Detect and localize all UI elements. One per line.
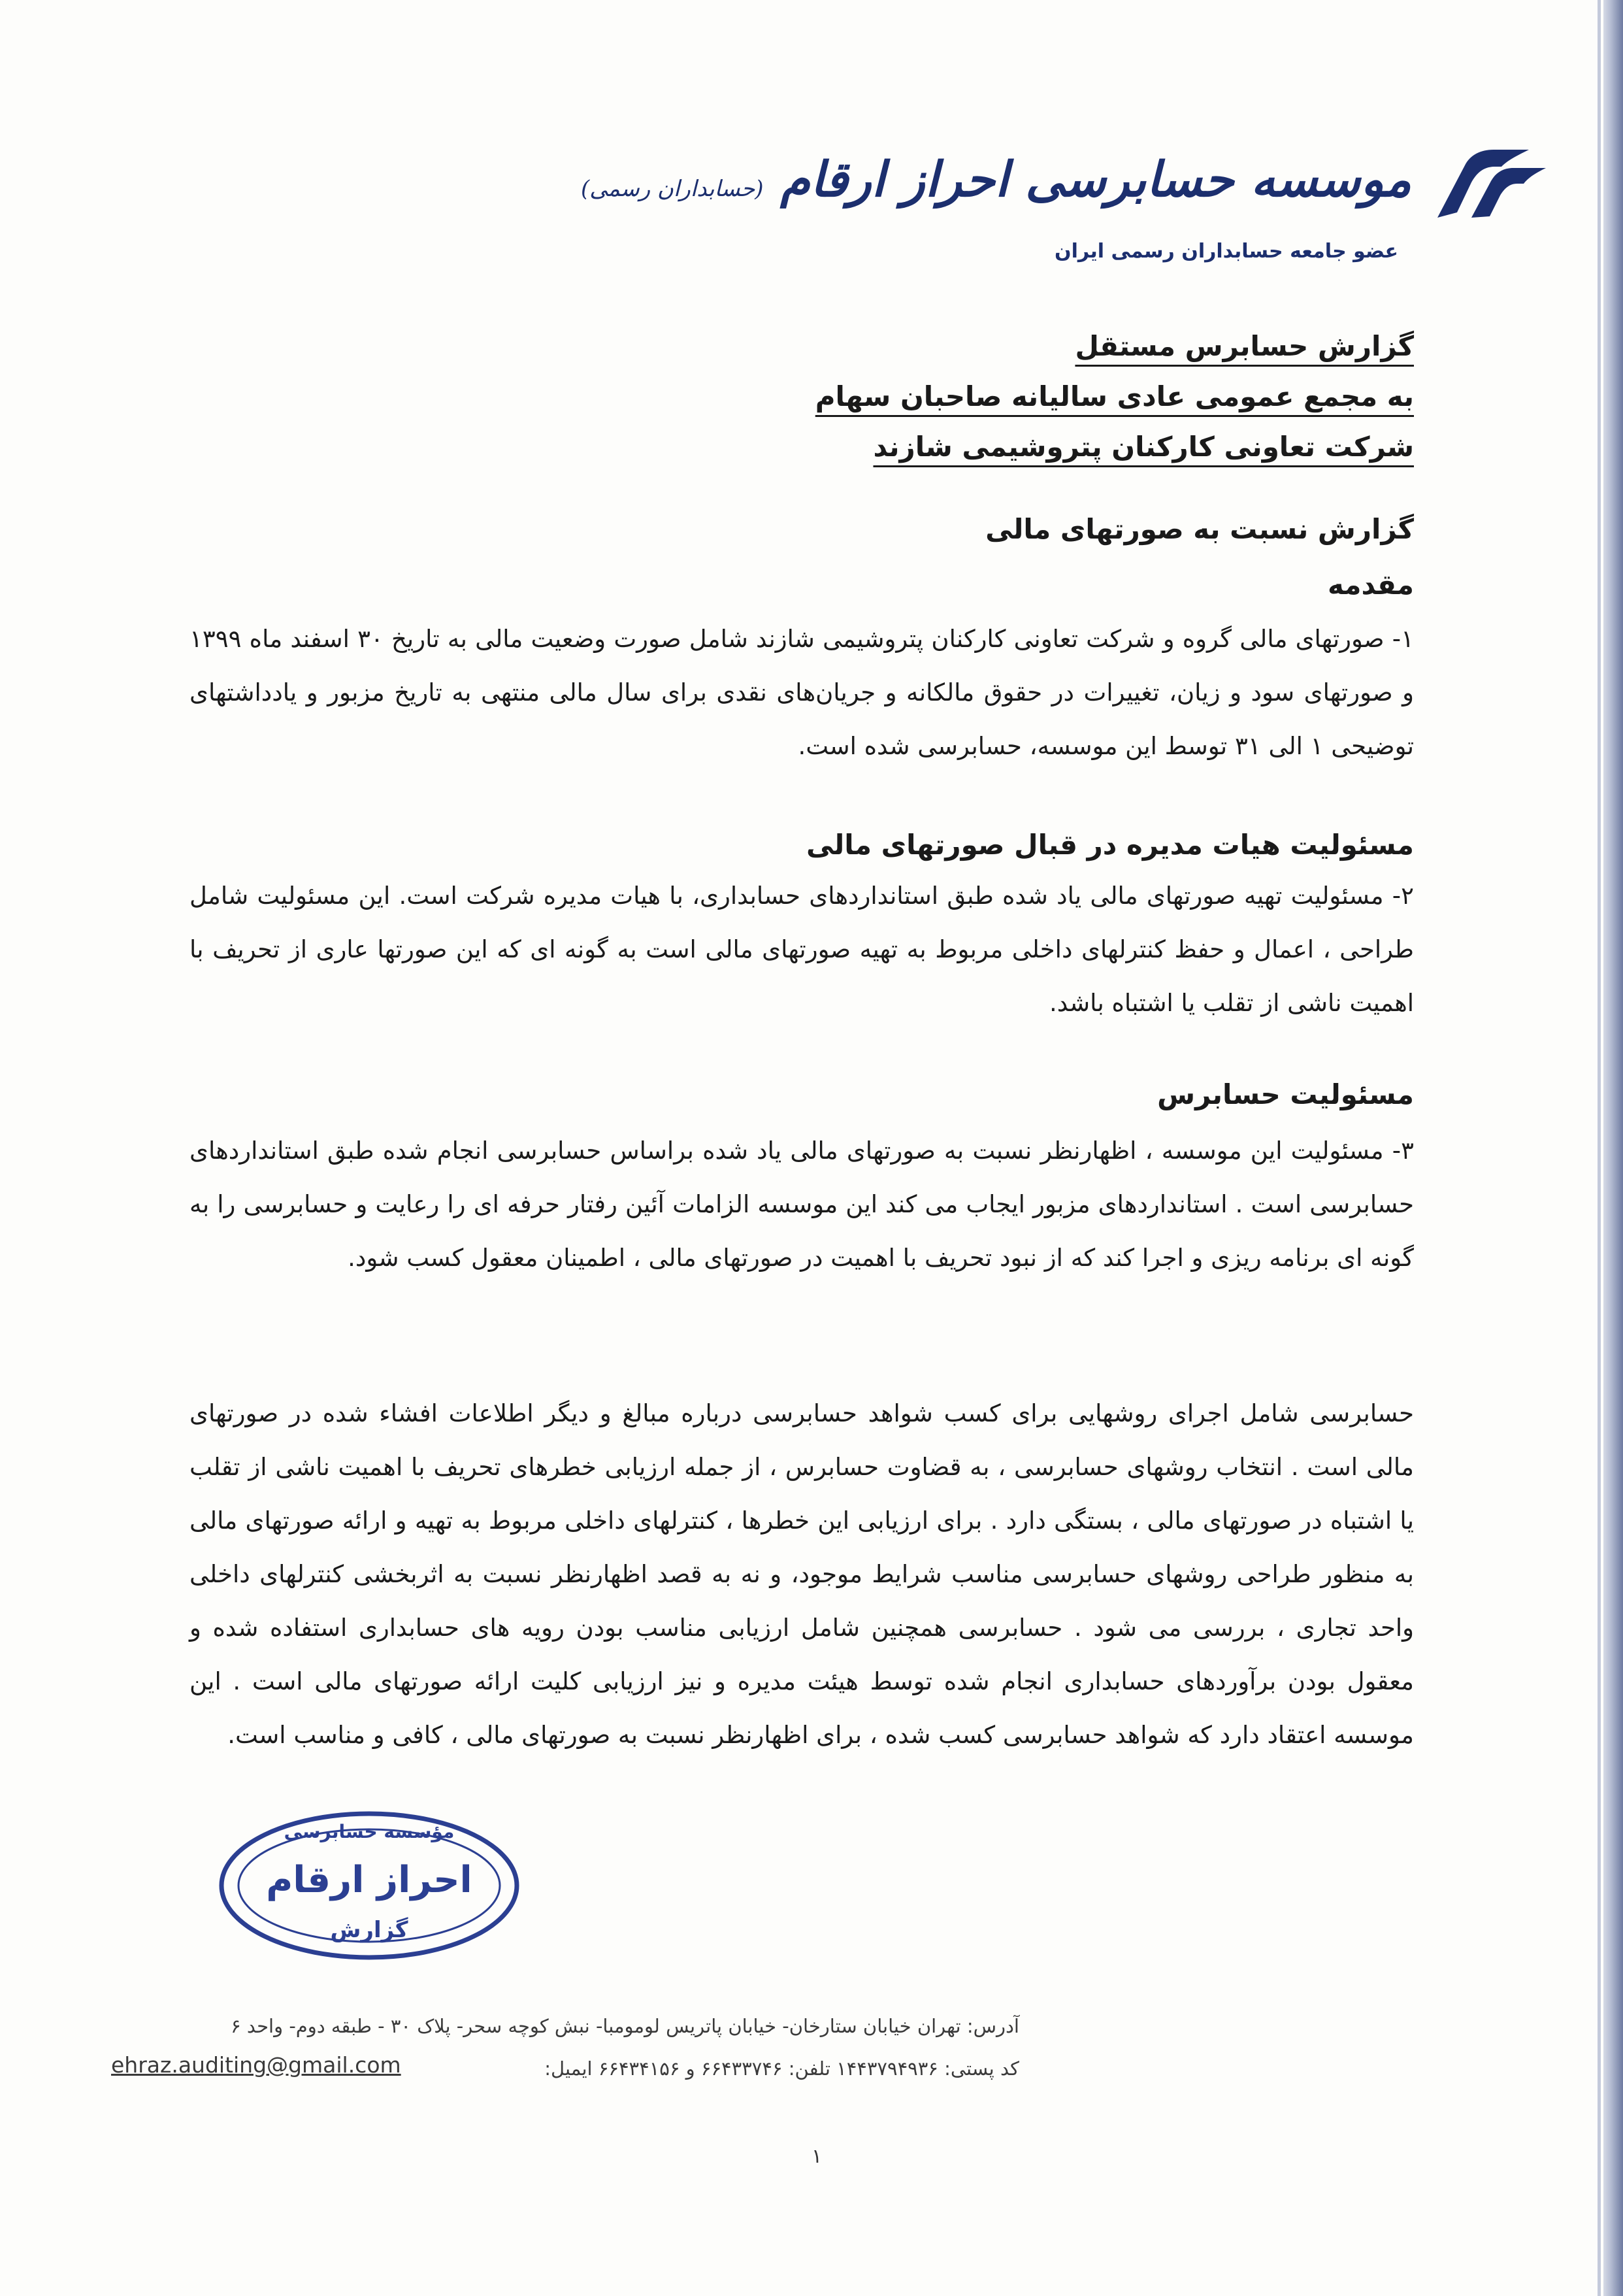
firm-name bbox=[580, 137, 1411, 222]
footer-email-link[interactable]: ehraz.auditing@gmail.com bbox=[111, 2052, 401, 2078]
stamp-top-text: مؤسسه حسابرسی bbox=[284, 1821, 455, 1842]
report-title-line-1-text: گزارش حسابرس مستقل bbox=[1075, 330, 1414, 362]
board-responsibility-paragraph: ۲- مسئولیت تهیه صورتهای مالی یاد شده طبق استانداردهای حسابداری، با هیات مدیره شرکت است. این مسئولیت شامل طراحی ، اعمال و حفظ کنترلهای داخلی مربوط به تهیه صورتهای مالی است به گونه ای که این صورتها عاری از تحریف با اهمیت ناشی از تقلب یا اشتباه باشد. bbox=[189, 882, 1414, 1017]
firm-name-text: موسسه حسابرسی احراز ارقام bbox=[780, 152, 1411, 208]
report-title-line-2 bbox=[238, 374, 1414, 420]
report-title-line-3 bbox=[238, 424, 1414, 470]
footer-contact: کد پستی: ۱۴۴۳۷۹۴۹۳۶ تلفن: ۶۶۴۳۳۷۴۶ و ۶۶۴۳۴۱۵۶ ایمیل: bbox=[544, 2057, 1019, 2080]
firm-name-suffix: (حسابداران رسمی) bbox=[580, 176, 764, 202]
introduction-heading: مقدمه bbox=[1328, 569, 1414, 601]
financial-statements-heading: گزارش نسبت به صورتهای مالی bbox=[985, 513, 1414, 545]
stamp-middle-text: احراز ارقام bbox=[266, 1859, 472, 1901]
firm-stamp bbox=[216, 1807, 523, 1964]
report-title-line-2-text: به مجمع عمومی عادی سالیانه صاحبان سهام bbox=[815, 380, 1414, 412]
page-edge-band bbox=[1603, 0, 1623, 2296]
report-title-line-3-text: شرکت تعاونی کارکنان پتروشیمی شازند bbox=[873, 431, 1414, 463]
footer-address: آدرس: تهران خیابان ستارخان- خیابان پاتریس لومومبا- نبش کوچه سحر- پلاک ۳۰ - طبقه دوم- واحد ۶ bbox=[231, 2015, 1019, 2037]
page-number: ۱ bbox=[811, 2145, 823, 2168]
membership-line: عضو جامعه حسابداران رسمی ایران bbox=[1054, 240, 1398, 263]
page-edge-line bbox=[1598, 0, 1601, 2296]
auditor-responsibility-heading: مسئولیت حسابرس bbox=[1157, 1078, 1414, 1110]
board-responsibility-heading: مسئولیت هیات مدیره در قبال صورتهای مالی bbox=[806, 829, 1414, 861]
auditor-responsibility-paragraph: ۳- مسئولیت این موسسه ، اظهارنظر نسبت به صورتهای مالی یاد شده براساس حسابرسی انجام شده طبق استانداردهای حسابرسی است . استانداردهای مزبور ایجاب می کند این موسسه الزامات آئین رفتار حرفه ای را رعایت و حسابرسی را به گونه ای برنامه ریزی و اجرا کند که از نبود تحریف با اهمیت در صورتهای مالی ، اطمینان معقول کسب شود. bbox=[189, 1137, 1414, 1272]
stamp-bottom-text: گزارش bbox=[330, 1917, 408, 1943]
audit-scope-paragraph: حسابرسی شامل اجرای روشهایی برای کسب شواهد حسابرسی درباره مبالغ و دیگر اطلاعات افشاء شده در صورتهای مالی است . انتخاب روشهای حسابرسی ، به قضاوت حسابرس ، از جمله ارزیابی خطرهای تحریف با اهمیت ناشی از تقلب یا اشتباه در صورتهای مالی ، بستگی دارد . برای ارزیابی این خطرها ، کنترلهای داخلی مربوط به تهیه و ارائه صورتهای مالی به منظور طراحی روشهای حسابرسی مناسب شرایط موجود، و نه به قصد اظهارنظر نسبت به اثربخشی کنترلهای داخلی واحد تجاری ، بررسی می شود . حسابرسی همچنین شامل ارزیابی مناسب بودن رویه های حسابداری استفاده شده و معقول بودن برآوردهای حسابداری انجام شده توسط هیئت مدیره و نیز ارزیابی کلیت ارائه صورتهای مالی است . این موسسه اعتقاد دارد که شواهد حسابرسی کسب شده ، برای اظهارنظر نسبت به صورتهای مالی ، کافی و مناسب است. bbox=[189, 1399, 1414, 1749]
firm-logo-icon bbox=[1431, 141, 1549, 225]
report-title-line-1 bbox=[238, 324, 1414, 369]
introduction-paragraph: ۱- صورتهای مالی گروه و شرکت تعاونی کارکنان پتروشیمی شازند شامل صورت وضعیت مالی به تاریخ ۳۰ اسفند ماه ۱۳۹۹ و صورتهای سود و زیان، تغییرات در حقوق مالکانه و جریان‌های نقدی برای سال مالی منتهی به تاریخ مزبور و یادداشتهای توضیحی ۱ الی ۳۱ توسط این موسسه، حسابرسی شده است. bbox=[189, 625, 1414, 760]
